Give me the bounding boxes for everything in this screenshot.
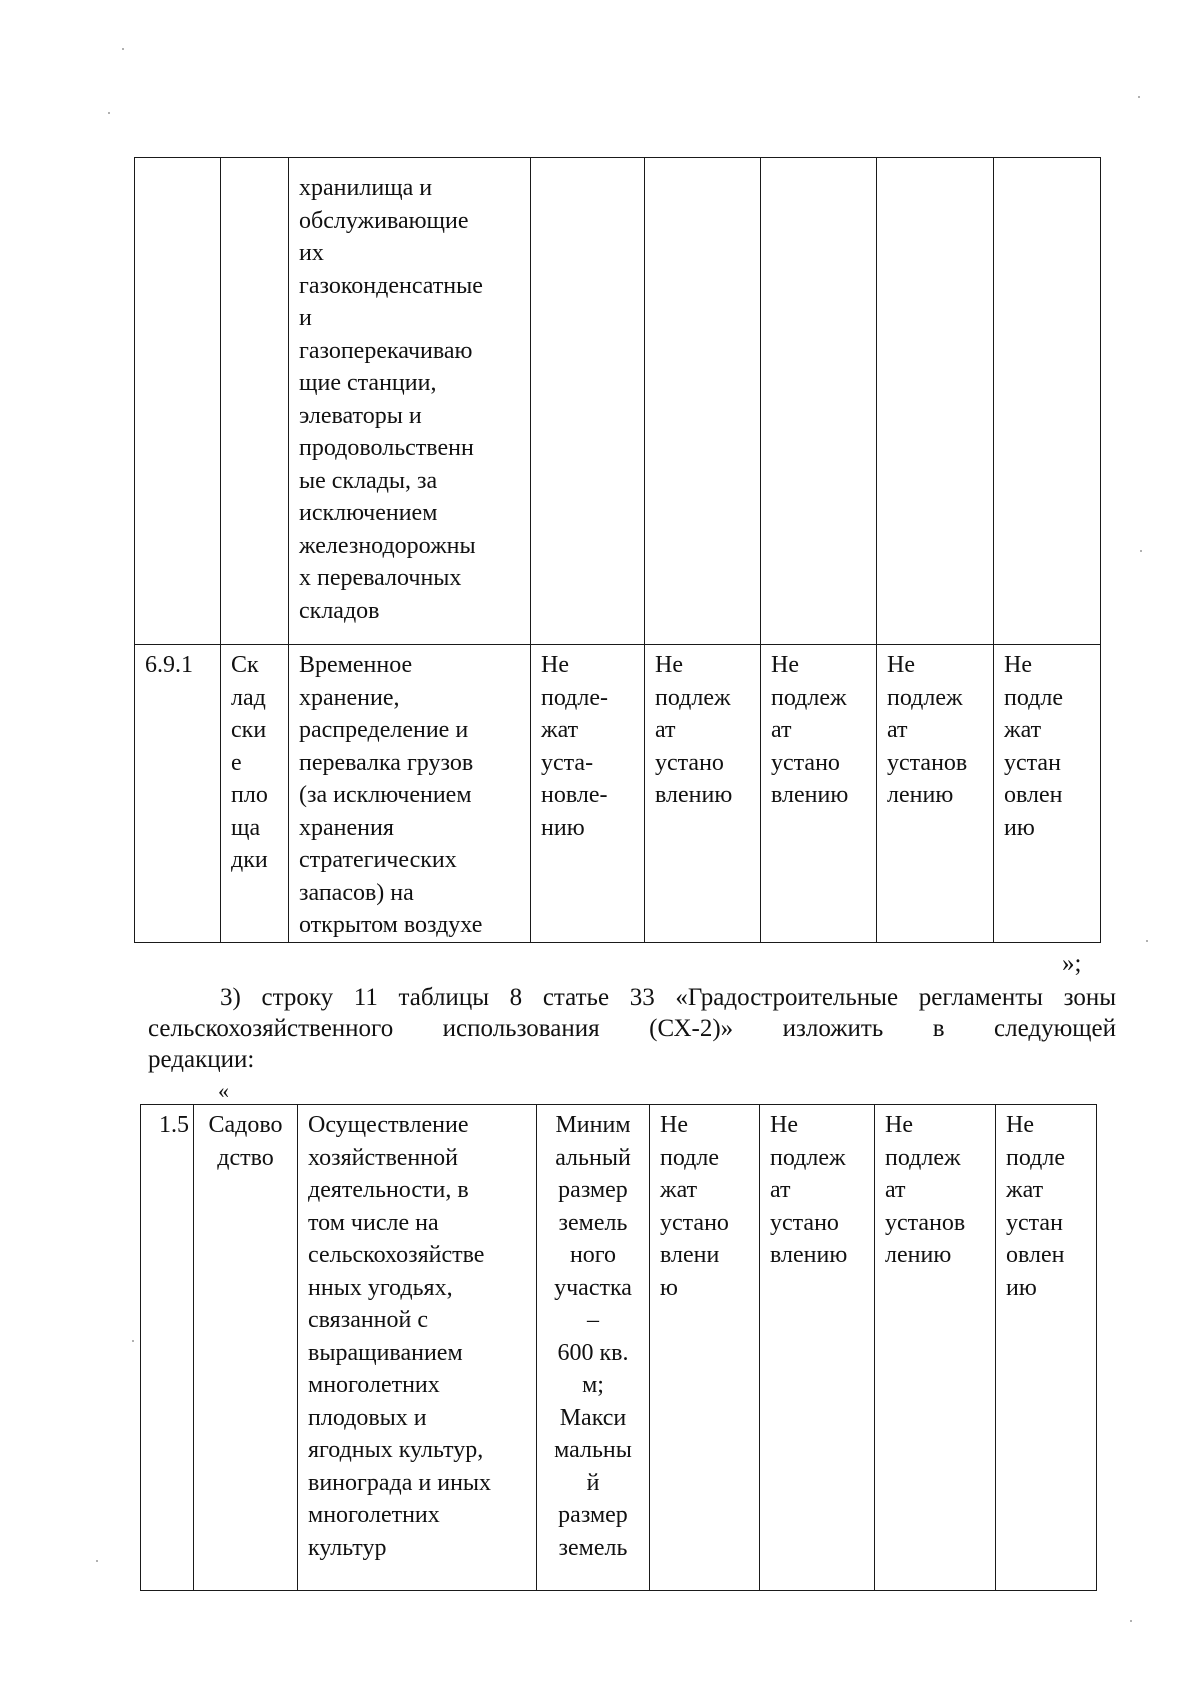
- cell-text-line: размер: [558, 1177, 628, 1203]
- cell-text-line: овлен: [1004, 782, 1063, 808]
- cell-text-line: подлеж: [771, 684, 847, 711]
- cell-code: [135, 158, 221, 645]
- cell-text-line: распределение и: [299, 717, 469, 743]
- cell-text-line: щие станции,: [299, 370, 437, 396]
- cell-text-line: устано: [655, 749, 724, 776]
- cell-text-line: связанной с: [308, 1307, 429, 1333]
- cell-col6: [760, 1105, 875, 1591]
- cell-text-line: лению: [885, 1242, 952, 1268]
- cell-col5: [650, 1105, 760, 1591]
- cell-text-line: влению: [770, 1242, 848, 1268]
- cell-text-line: деятельности, в: [308, 1177, 469, 1203]
- cell-text-line: открытом воздухе: [299, 912, 483, 938]
- paragraph-line-1: 3) строку 11 таблицы 8 статье 33 «Градостроительные регламенты зоны: [220, 984, 1116, 1011]
- cell-col8: [994, 158, 1101, 645]
- cell-text-line: элеваторы и: [299, 402, 422, 429]
- opening-quote: «: [218, 1078, 229, 1103]
- cell-text-line: ща: [231, 814, 261, 841]
- cell-text-line: Ск: [231, 652, 259, 678]
- cell-text-line: многолетних: [308, 1372, 440, 1398]
- cell-text-line: ски: [231, 717, 267, 743]
- cell-text-line: мальны: [554, 1437, 632, 1463]
- cell-text-line: размер: [558, 1502, 628, 1528]
- cell-text-line: –: [587, 1307, 599, 1333]
- cell-text-line: хранение,: [299, 684, 400, 711]
- cell-text-line: земель: [558, 1209, 628, 1236]
- cell-text-line: исключением: [299, 500, 438, 526]
- cell-text-line: Не: [655, 652, 683, 678]
- cell-text-line: перевалка грузов: [299, 749, 474, 776]
- cell-text-line: подлеж: [887, 684, 963, 711]
- cell-text-line: влению: [771, 782, 849, 808]
- cell-col6: [761, 158, 877, 645]
- cell-col7: [877, 158, 994, 645]
- cell-text-line: запасов) на: [299, 879, 414, 906]
- cell-text-line: Не: [770, 1112, 798, 1138]
- cell-col5: [645, 158, 761, 645]
- cell-text-line: подле-: [541, 684, 608, 711]
- cell-text-line: подле: [1006, 1144, 1065, 1171]
- cell-text-line: лад: [231, 684, 266, 711]
- cell-text-line: дство: [217, 1144, 274, 1171]
- cell-text-line: ые склады, за: [299, 467, 438, 494]
- cell-text-line: Миним: [555, 1112, 631, 1138]
- cell-name: [221, 158, 289, 645]
- cell-text-line: их: [299, 240, 324, 266]
- cell-text-line: железнодорожны: [299, 532, 476, 559]
- cell-text-line: Временное: [299, 652, 413, 678]
- cell-text-line: устано: [660, 1209, 729, 1236]
- cell-text-line: складов: [299, 597, 380, 624]
- paragraph-line-3: редакции:: [148, 1046, 255, 1073]
- cell-text-line: стратегических: [299, 847, 457, 873]
- cell-name: [194, 1105, 298, 1591]
- cell-text-line: культур: [308, 1534, 387, 1561]
- cell-col4: [531, 158, 645, 645]
- cell-text-line: Осуществление: [308, 1112, 469, 1138]
- cell-text-line: участка: [554, 1274, 632, 1301]
- cell-text-line: установ: [885, 1209, 966, 1236]
- cell-text-line: Не: [1004, 652, 1032, 678]
- cell-text-line: ягодных культур,: [308, 1437, 484, 1463]
- cell-text-line: уста-: [541, 749, 594, 776]
- cell-text-line: ат: [770, 1177, 791, 1203]
- cell-text-line: е: [231, 749, 242, 776]
- cell-text-line: Не: [771, 652, 799, 678]
- cell-text-line: ию: [1006, 1274, 1037, 1301]
- cell-text-line: дки: [231, 847, 268, 873]
- cell-text-line: Не: [887, 652, 915, 678]
- cell-text-line: сельскохозяйстве: [308, 1242, 485, 1268]
- cell-text-line: жат: [1004, 717, 1042, 743]
- cell-text-line: устан: [1006, 1209, 1063, 1236]
- cell-col4: [531, 645, 645, 943]
- cell-text-line: нных угодьях,: [308, 1274, 453, 1301]
- cell-text-line: ат: [655, 717, 676, 743]
- cell-col8: [996, 1105, 1097, 1591]
- cell-text-line: альный: [555, 1144, 631, 1171]
- cell-text-line: Не: [1006, 1112, 1034, 1138]
- cell-description: [289, 645, 531, 943]
- cell-text-line: новле-: [541, 782, 608, 808]
- cell-text-line: пло: [231, 782, 268, 808]
- cell-text-line: и: [299, 305, 312, 331]
- cell-text-line: Не: [885, 1112, 913, 1138]
- cell-description: [298, 1105, 537, 1591]
- row-code: 6.9.1: [145, 652, 193, 678]
- cell-text-line: влени: [660, 1242, 720, 1268]
- cell-text-line: Макси: [559, 1404, 627, 1431]
- cell-text-line: винограда и иных: [308, 1469, 492, 1496]
- cell-text-line: Садово: [208, 1112, 283, 1138]
- row-code: 1.5: [159, 1112, 189, 1138]
- cell-text-line: устан: [1004, 749, 1061, 776]
- cell-text-line: х перевалочных: [299, 565, 462, 591]
- cell-text-line: жат: [1006, 1177, 1044, 1203]
- cell-name: [221, 645, 289, 943]
- cell-text-line: подле: [660, 1144, 719, 1171]
- cell-text-line: газоперекачиваю: [299, 337, 473, 364]
- cell-text-line: ию: [1004, 814, 1035, 841]
- cell-code: [141, 1105, 194, 1591]
- cell-col4: [537, 1105, 650, 1591]
- cell-text-line: м;: [582, 1372, 604, 1398]
- cell-text-line: ного: [569, 1242, 617, 1268]
- cell-text-line: нию: [541, 814, 585, 841]
- cell-text-line: установ: [887, 749, 968, 776]
- cell-text-line: жат: [541, 717, 579, 743]
- cell-col8: [994, 645, 1101, 943]
- cell-col7: [877, 645, 994, 943]
- table-1: [134, 157, 1101, 943]
- cell-text-line: устано: [771, 749, 840, 776]
- table-2-row-1-5: [141, 1105, 1097, 1591]
- paragraph-line-2: сельскохозяйственного использования (СХ-2)» изложить в следующей: [148, 1015, 1116, 1042]
- cell-text-line: ат: [887, 717, 908, 743]
- cell-description: [289, 158, 531, 645]
- cell-text-line: плодовых и: [308, 1404, 427, 1431]
- cell-text-line: газоконденсатные: [299, 272, 483, 299]
- table-2: [140, 1104, 1097, 1591]
- cell-text-line: овлен: [1006, 1242, 1065, 1268]
- cell-text-line: подлеж: [770, 1144, 846, 1171]
- cell-text-line: влению: [655, 782, 733, 808]
- cell-text-line: выращиванием: [308, 1339, 463, 1366]
- cell-text-line: ат: [771, 717, 792, 743]
- cell-text-line: многолетних: [308, 1502, 440, 1528]
- table-1-continuation-row: [135, 158, 1101, 645]
- cell-text-line: хозяйственной: [308, 1144, 458, 1171]
- cell-col5: [645, 645, 761, 943]
- cell-text-line: подлеж: [655, 684, 731, 711]
- cell-text-line: ат: [885, 1177, 906, 1203]
- cell-text-line: Не: [660, 1112, 688, 1138]
- cell-col6: [761, 645, 877, 943]
- closing-quote: »;: [1062, 950, 1082, 977]
- cell-text-line: ю: [660, 1274, 678, 1301]
- cell-text-line: 600 кв.: [557, 1339, 629, 1366]
- cell-col7: [875, 1105, 996, 1591]
- cell-text-line: лению: [887, 782, 954, 808]
- cell-text-line: й: [586, 1469, 600, 1496]
- cell-text-line: продовольственн: [299, 435, 474, 461]
- cell-text-line: жат: [660, 1177, 698, 1203]
- cell-text-line: хранилища и: [299, 175, 433, 201]
- cell-text-line: земель: [558, 1534, 628, 1561]
- cell-text-line: (за исключением: [299, 782, 472, 808]
- cell-text-line: Не: [541, 652, 569, 678]
- cell-text-line: подлеж: [885, 1144, 961, 1171]
- cell-text-line: том числе на: [308, 1209, 439, 1236]
- cell-text-line: хранения: [299, 814, 394, 841]
- cell-text-line: обслуживающие: [299, 207, 469, 234]
- cell-text-line: подле: [1004, 684, 1063, 711]
- table-1-row-6-9-1: [135, 645, 1101, 943]
- cell-code: [135, 645, 221, 943]
- cell-text-line: устано: [770, 1209, 839, 1236]
